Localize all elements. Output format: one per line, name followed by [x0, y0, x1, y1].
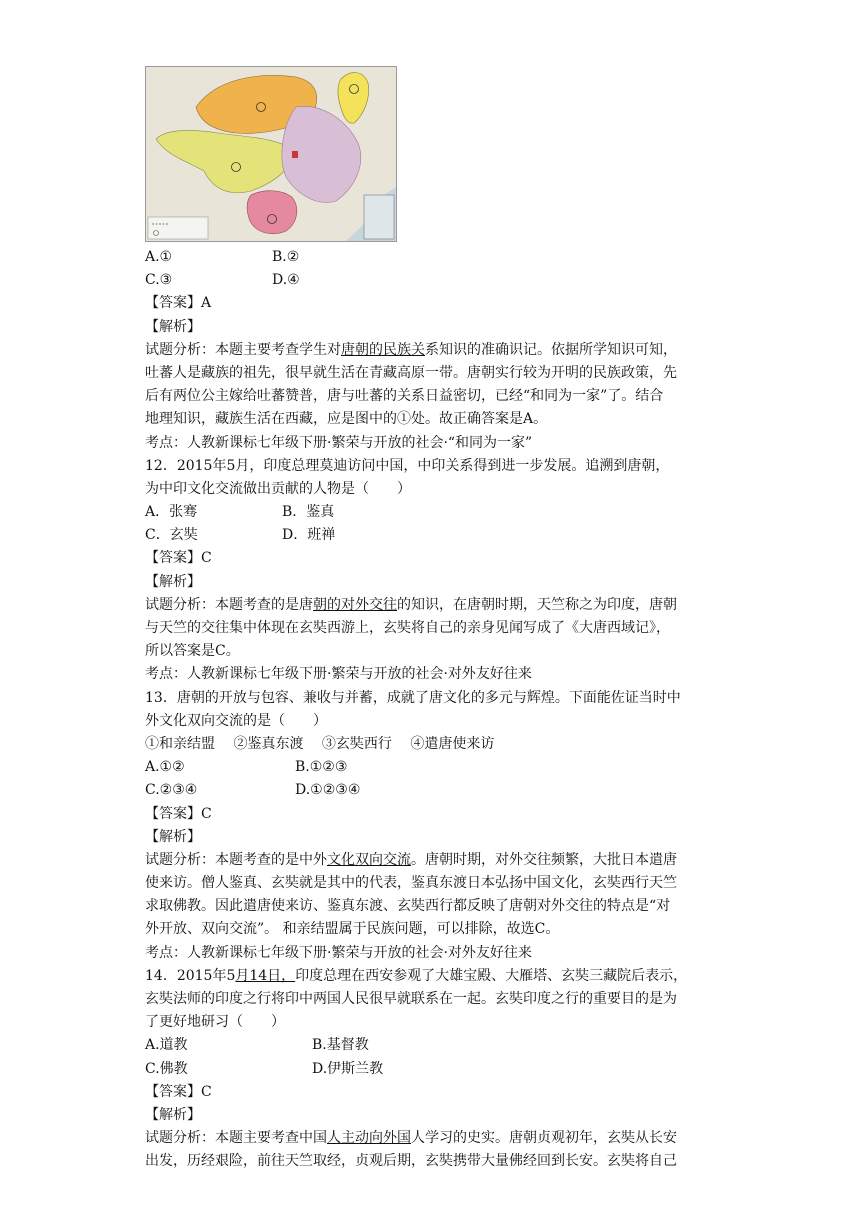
- q12-analysis-line: 试题分析：本题考查的是唐朝的对外交往的知识，在唐朝时期，天竺称之为印度，唐朝: [145, 596, 677, 613]
- q11-answer: 【答案】A: [145, 295, 212, 312]
- q13-options-row-1: [145, 756, 725, 779]
- q13-analysis-line: 试题分析：本题考查的是中外文化双向交流。唐朝时期，对外交往频繁，大批日本遣唐: [145, 851, 677, 868]
- q11-options-row-2: [145, 269, 725, 292]
- tang-dynasty-map: [145, 66, 397, 242]
- q13-analysis-label: 【解析】: [145, 828, 201, 845]
- q13-options-row-2: [145, 779, 725, 802]
- q14-option-b: B.基督教: [312, 1037, 369, 1054]
- q14-analysis-label: 【解析】: [145, 1106, 201, 1123]
- q12-analysis-line: 所以答案是C。: [145, 643, 240, 660]
- q12-option-d: D．班禅: [282, 527, 336, 544]
- q12-options-row-2: [145, 524, 725, 547]
- q14-option-c: C.佛教: [145, 1060, 188, 1077]
- q14-options-row-1: [145, 1034, 725, 1057]
- q13-point: 考点：人教新课标七年级下册·繁荣与开放的社会·对外友好往来: [145, 944, 532, 961]
- q11-analysis-line: 试题分析：本题主要考查学生对唐朝的民族关系知识的准确识记。依据所学知识可知，: [145, 341, 677, 358]
- q14-analysis-line: 出发，历经艰险，前往天竺取经，贞观后期，玄奘携带大量佛经回到长安。玄奘将自己: [145, 1153, 677, 1170]
- q14-options-row-2: [145, 1058, 725, 1081]
- q13-analysis-line: 求取佛教。因此遣唐使来访、鉴真东渡、玄奘西行都反映了唐朝对外交往的特点是“对: [145, 898, 671, 915]
- q13-stem-line: 13．唐朝的开放与包容、兼收与并蓄，成就了唐文化的多元与辉煌。下面能佐证当时中: [145, 689, 681, 706]
- q11-option-d: D.④: [272, 272, 300, 289]
- question-content: [145, 246, 725, 1174]
- q14-analysis-line: 试题分析：本题主要考查中国人主动向外国人学习的史实。唐朝贞观初年，玄奘从长安: [145, 1130, 677, 1147]
- q11-analysis-line: 吐蕃人是藏族的祖先，很早就生活在青藏高原一带。唐朝实行较为开明的民族政策，先: [145, 364, 677, 381]
- q11-options-row-1: [145, 246, 725, 269]
- q14-option-d: D.伊斯兰教: [312, 1060, 384, 1077]
- q11-analysis-line: 地理知识，藏族生活在西藏，应是图中的①处。故正确答案是A。: [145, 411, 548, 428]
- q11-option-a: A.①: [145, 249, 173, 265]
- q13-analysis-line: 外开放、双向交流”。 和亲结盟属于民族问题，可以排除，故选C。: [145, 921, 560, 938]
- q11-analysis-line: 后有两位公主嫁给吐蕃赞普，唐与吐蕃的关系日益密切，已经“和同为一家”了。结合: [145, 388, 664, 405]
- q12-stem-line: 12．2015年5月，印度总理莫迪访问中国，中印关系得到进一步发展。追溯到唐朝，: [145, 457, 670, 474]
- q12-option-b: B．鉴真: [282, 504, 335, 521]
- q14-stem-line: 了更好地研习（ ）: [145, 1014, 285, 1031]
- q13-analysis-line: 使来访。僧人鉴真、玄奘就是其中的代表，鉴真东渡日本弘扬中国文化，玄奘西行天竺: [145, 875, 677, 892]
- q11-option-b: B.②: [272, 249, 300, 265]
- q12-options-row-1: [145, 501, 725, 524]
- q12-point: 考点：人教新课标七年级下册·繁荣与开放的社会·对外友好往来: [145, 666, 532, 683]
- q14-stem-line: 14．2015年5月14日，印度总理在西安参观了大雄宝殿、大雁塔、玄奘三藏院后表示，: [145, 967, 688, 984]
- q12-option-a: A．张骞: [145, 504, 198, 521]
- q12-analysis-line: 与天竺的交往集中体现在玄奘西游上，玄奘将自己的亲身见闻写成了《大唐西域记》，: [145, 620, 670, 636]
- q12-answer: 【答案】C: [145, 550, 212, 567]
- q13-stem-line: 外文化双向交流的是（ ）: [145, 712, 327, 729]
- q12-stem-line: 为中印文化交流做出贡献的人物是（ ）: [145, 480, 411, 497]
- q13-option-d: D.①②③④: [295, 782, 361, 799]
- q13-answer: 【答案】C: [145, 805, 212, 822]
- q12-option-c: C．玄奘: [145, 527, 198, 544]
- q14-stem-line: 玄奘法师的印度之行将印中两国人民很早就联系在一起。玄奘印度之行的重要目的是为: [145, 991, 677, 1007]
- q11-point: 考点：人教新课标七年级下册·繁荣与开放的社会·“和同为一家”: [145, 434, 533, 451]
- q11-analysis-label: 【解析】: [145, 318, 201, 335]
- q12-analysis-label: 【解析】: [145, 573, 201, 590]
- q13-option-c: C.②③④: [145, 782, 198, 799]
- q13-items: ①和亲结盟 ②鉴真东渡 ③玄奘西行 ④遣唐使来访: [145, 735, 495, 752]
- q13-option-a: A.①②: [145, 759, 185, 776]
- q14-answer: 【答案】C: [145, 1083, 212, 1100]
- map-illustration: [146, 67, 396, 241]
- q14-option-a: A.道教: [145, 1037, 188, 1054]
- q11-option-c: C.③: [145, 272, 173, 289]
- q13-option-b: B.①②③: [295, 759, 348, 776]
